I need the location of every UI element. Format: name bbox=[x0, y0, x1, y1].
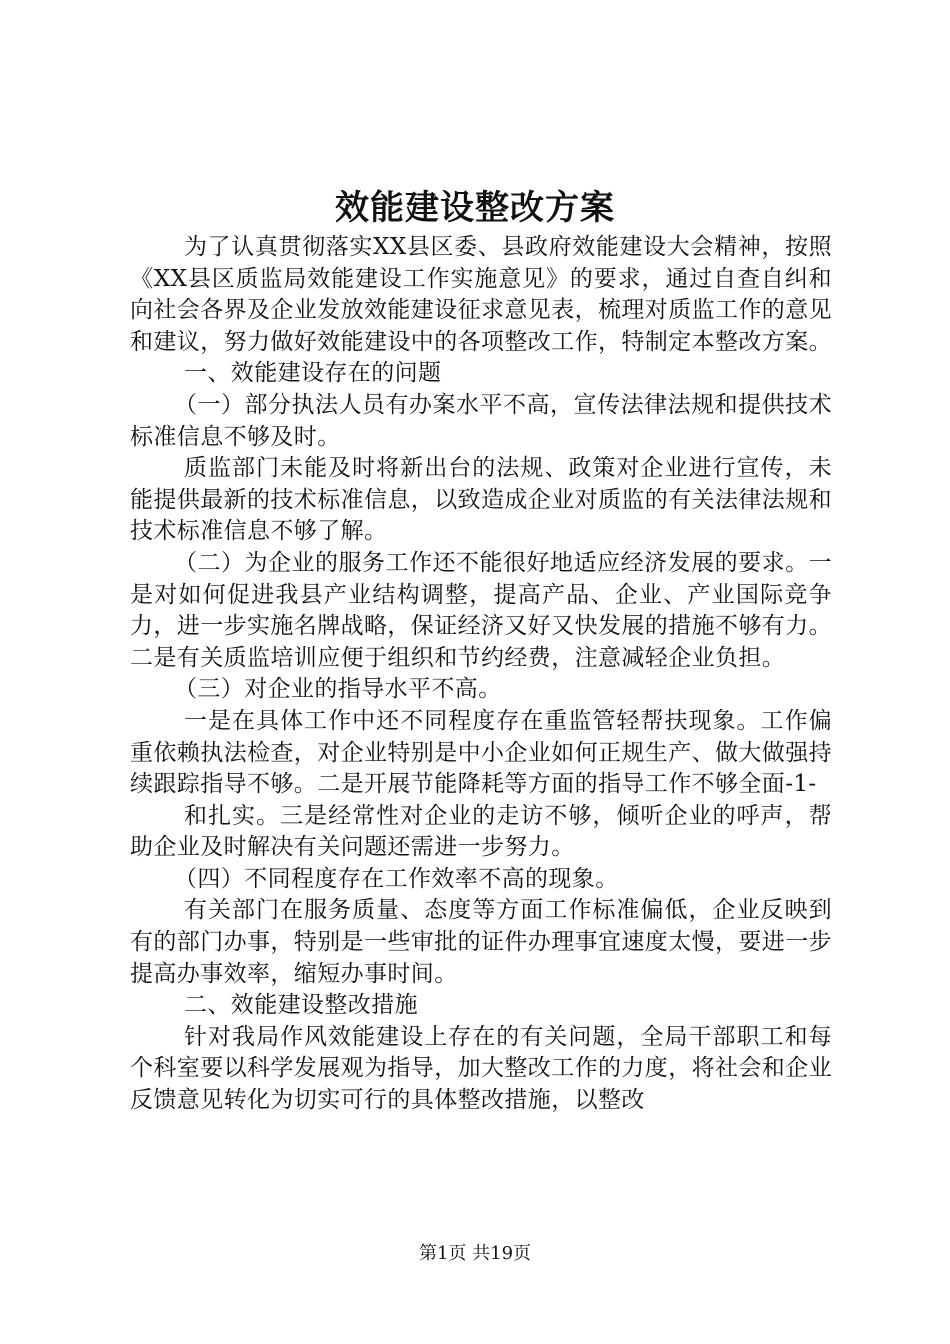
subheading-3: （三）对企业的指导水平不高。 bbox=[174, 676, 502, 703]
page-indicator: 第1页 共19页 bbox=[418, 1243, 532, 1264]
paragraph-3: 一是在具体工作中还不同程度存在重监管轻帮扶现象。工作偏重依赖执法检查，对企业特别是中小企业如何正规生产、做大做强持续跟踪指导不够。二是开展节能降耗等方面的指导工作不够全面-1- bbox=[130, 707, 832, 798]
paragraph-3-continued: 和扎实。三是经常性对企业的走访不够，倾听企业的呼声，帮助企业及时解决有关问题还需进一步努力。 bbox=[130, 802, 832, 861]
paragraph-1: 质监部门未能及时将新出台的法规、政策对企业进行宣传，未能提供最新的技术标准信息，以致造成企业对质监的有关法律法规和技术标准信息不够了解。 bbox=[130, 455, 832, 545]
document-title: 效能建设整改方案 bbox=[335, 188, 615, 228]
section-heading-measures: 二、效能建设整改措施 bbox=[184, 992, 418, 1019]
document-body bbox=[130, 232, 832, 1117]
paragraph-intro: 为了认真贯彻落实XX县区委、县政府效能建设大会精神，按照《XX县区质监局效能建设工作实施意见》的要求，通过自查自纠和向社会各界及企业发放效能建设征求意见表，梳理对质监工作的意见和建议，努力做好效能建设中的各项整改工作，特制定本整改方案。 bbox=[130, 234, 832, 355]
subheading-4: （四）不同程度存在工作效率不高的现象。 bbox=[174, 865, 619, 892]
paragraph-4: 有关部门在服务质量、态度等方面工作标准偏低，企业反映到有的部门办事，特别是一些审批的证件办理事宜速度太慢，要进一步提高办事效率，缩短办事时间。 bbox=[130, 897, 832, 987]
paragraph-measures: 针对我局作风效能建设上存在的有关问题，全局干部职工和每个科室要以科学发展观为指导，加大整改工作的力度，将社会和企业反馈意见转化为切实可行的具体整改措施，以整改 bbox=[130, 1023, 832, 1114]
subheading-1: （一）部分执法人员有办案水平不高，宣传法律法规和提供技术标准信息不够及时。 bbox=[130, 391, 832, 450]
section-heading-problems: 一、效能建设存在的问题 bbox=[184, 360, 442, 387]
subheading-2: （二）为企业的服务工作还不能很好地适应经济发展的要求。一是对如何促进我县产业结构调整，提高产品、企业、产业国际竞争力，进一步实施名牌战略，保证经济又好又快发展的措施不够有力。二是有关质监培训应便于组织和节约经费，注意减轻企业负担。 bbox=[130, 549, 832, 671]
